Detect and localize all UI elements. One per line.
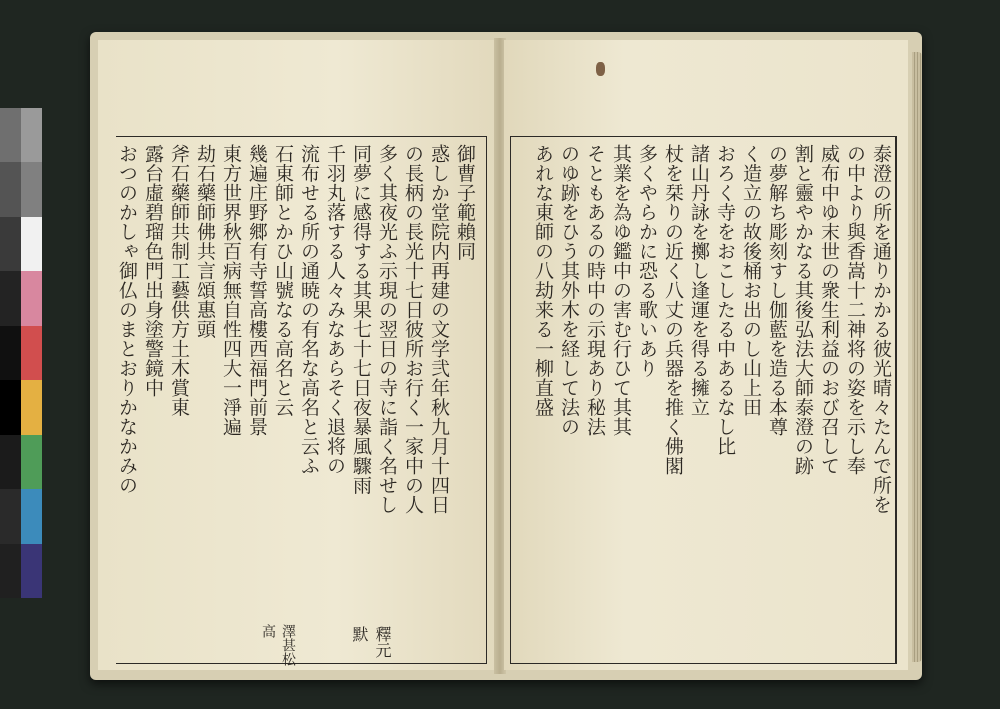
signature-text: 釋元默: [350, 626, 392, 658]
text-column: 威布中ゆ末世の衆生利益のおび召して: [818, 144, 840, 476]
calibration-swatch: [21, 326, 42, 380]
calibration-column: [21, 108, 42, 598]
left-page-text: [116, 144, 478, 658]
text-column: 諸山丹詠を擲し逢運を得る擁立: [688, 144, 710, 417]
text-column: く造立の故後桶お出のし山上田: [740, 144, 762, 417]
text-column: 幾遍庄野郷有寺誓高樓西福門前景: [246, 144, 268, 437]
text-column: あれな東師の八劫来る一柳直盛: [532, 144, 554, 417]
text-column: 惑しか堂院内再建の文学弐年秋九月十四日: [428, 144, 450, 515]
calibration-swatch: [21, 271, 42, 325]
text-column: 多く其夜光ふ示現の翌日の寺に詣く名せし: [376, 144, 398, 515]
calibration-swatch: [0, 108, 21, 162]
text-column: おつのかしゃ御仏のまとおりかなかみの: [116, 144, 138, 495]
left-page: [98, 40, 496, 670]
text-column: 劫石藥師佛共言頌惠頭: [194, 144, 216, 339]
calibration-column: [0, 108, 21, 598]
open-book: [90, 32, 922, 680]
text-column: おろく寺をおこしたる中あるなし比: [714, 144, 736, 456]
calibration-swatch: [21, 380, 42, 434]
calibration-swatch: [21, 435, 42, 489]
calibration-swatch: [0, 380, 21, 434]
text-column: の長柄の長光十七日彼所お行く一家中の人: [402, 144, 424, 515]
text-column: 千羽丸落する人々みなあらそく退将の: [324, 144, 346, 476]
page-edges: [912, 52, 922, 662]
calibration-swatch: [0, 162, 21, 216]
calibration-swatch: [0, 326, 21, 380]
calibration-swatch: [0, 217, 21, 271]
ink-stain: [596, 62, 605, 76]
seal-text: 澤甚松高: [260, 624, 296, 666]
calibration-swatch: [21, 108, 42, 162]
text-column: そともあるの時中の示現あり秘法: [584, 144, 606, 437]
calibration-swatch: [21, 544, 42, 598]
text-column: 泰澄の所を通りかかる彼光晴々たんで所を: [870, 144, 892, 515]
text-column: 多くやらかに恐る歌いあり: [636, 144, 658, 378]
calibration-swatch: [21, 489, 42, 543]
text-column: 露台虛碧瑠色門出身塗警鏡中: [142, 144, 164, 398]
text-column: 東方世界秋百病無自性四大一淨遍: [220, 144, 242, 437]
calibration-swatch: [21, 217, 42, 271]
text-column: 流布せる所の通暁の有名な高名と云ふ: [298, 144, 320, 476]
text-column: 杖を栞りの近く八丈の兵器を推く佛閣: [662, 144, 684, 476]
text-column: のゆ跡をひう其外木を経して法の: [558, 144, 580, 437]
calibration-swatch: [0, 544, 21, 598]
text-column: 割と靈やかなる其後弘法大師泰澄の跡: [792, 144, 814, 476]
calibration-swatch: [0, 435, 21, 489]
right-page-text: [522, 144, 894, 658]
text-column: 御曹子範賴同: [454, 144, 476, 261]
text-column: 斧石藥師共制工藝供方土木賞東: [168, 144, 190, 417]
color-calibration-strip: [0, 108, 42, 598]
text-column: 同夢に感得する其果七十七日夜暴風驟雨: [350, 144, 372, 495]
right-page: [504, 40, 908, 670]
text-column: 石東師とかひ山號なる高名と云: [272, 144, 294, 417]
calibration-swatch: [0, 271, 21, 325]
calibration-swatch: [21, 162, 42, 216]
text-column: の夢解ち彫刻すし伽藍を造る本尊: [766, 144, 788, 437]
text-column: 其業を為ゆ鑑中の害む行ひて其其: [610, 144, 632, 437]
calibration-swatch: [0, 489, 21, 543]
text-column: の中より與香嵩十二神将の姿を示し奉: [844, 144, 866, 476]
